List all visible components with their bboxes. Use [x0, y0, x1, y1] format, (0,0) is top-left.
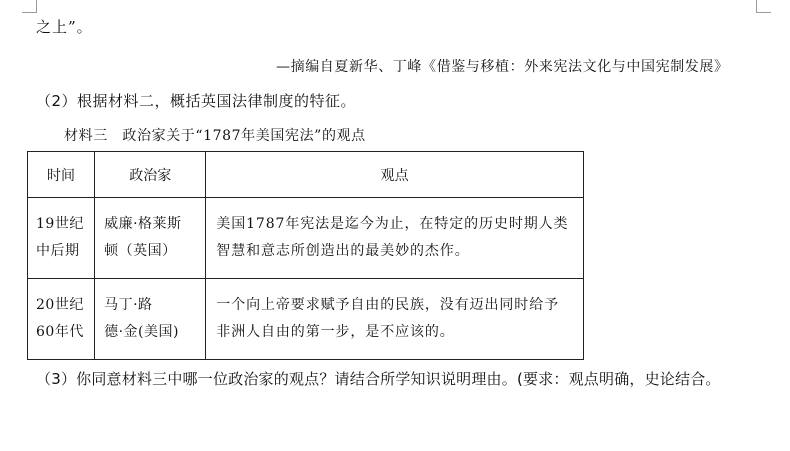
header-statesman: 政治家	[95, 152, 206, 198]
statesman-cell	[95, 279, 206, 360]
statesman-line: 威廉·格莱斯	[104, 216, 182, 232]
question-3: （3）你同意材料三中哪一位政治家的观点？请结合所学知识说明理由。(要求：观点明确，史论结合。	[36, 370, 721, 388]
time-line: 中后期	[36, 243, 80, 259]
statesmen-viewpoints-table	[27, 151, 584, 360]
statesman-cell	[95, 198, 206, 279]
statesman-line: 马丁·路	[104, 297, 153, 313]
material2-ending-text: 之上”。	[36, 18, 93, 36]
statesman-line: 顿（英国）	[104, 243, 177, 259]
viewpoint-line: 非洲人自由的第一步，是不应该的。	[216, 324, 455, 340]
viewpoint-cell	[206, 198, 584, 279]
time-line: 60年代	[36, 324, 84, 340]
header-viewpoint: 观点	[206, 152, 584, 198]
viewpoint-line: 一个向上帝要求赋予自由的民族，没有迈出同时给予	[216, 297, 559, 313]
viewpoint-cell	[206, 279, 584, 360]
time-cell	[28, 198, 95, 279]
table-row	[28, 198, 584, 279]
time-cell	[28, 279, 95, 360]
time-line: 19世纪	[36, 216, 84, 232]
question-2: （2）根据材料二，概括英国法律制度的特征。	[36, 92, 357, 110]
material3-title: 材料三 政治家关于“1787年美国宪法”的观点	[64, 128, 366, 144]
material2-source-citation: —摘编自夏新华、丁峰《借鉴与移植：外来宪法文化与中国宪制发展》	[276, 59, 729, 75]
viewpoint-line: 智慧和意志所创造出的最美妙的杰作。	[216, 243, 470, 259]
page-corner-mark-right	[756, 0, 771, 13]
viewpoint-line: 美国1787年宪法是迄今为止，在特定的历史时期人类	[216, 216, 569, 232]
statesman-line: 德·金(美国)	[104, 324, 179, 340]
time-line: 20世纪	[36, 297, 84, 313]
table-row	[28, 279, 584, 360]
table-header-row	[28, 152, 584, 198]
page-corner-mark-left	[22, 0, 37, 13]
header-time: 时间	[28, 152, 95, 198]
